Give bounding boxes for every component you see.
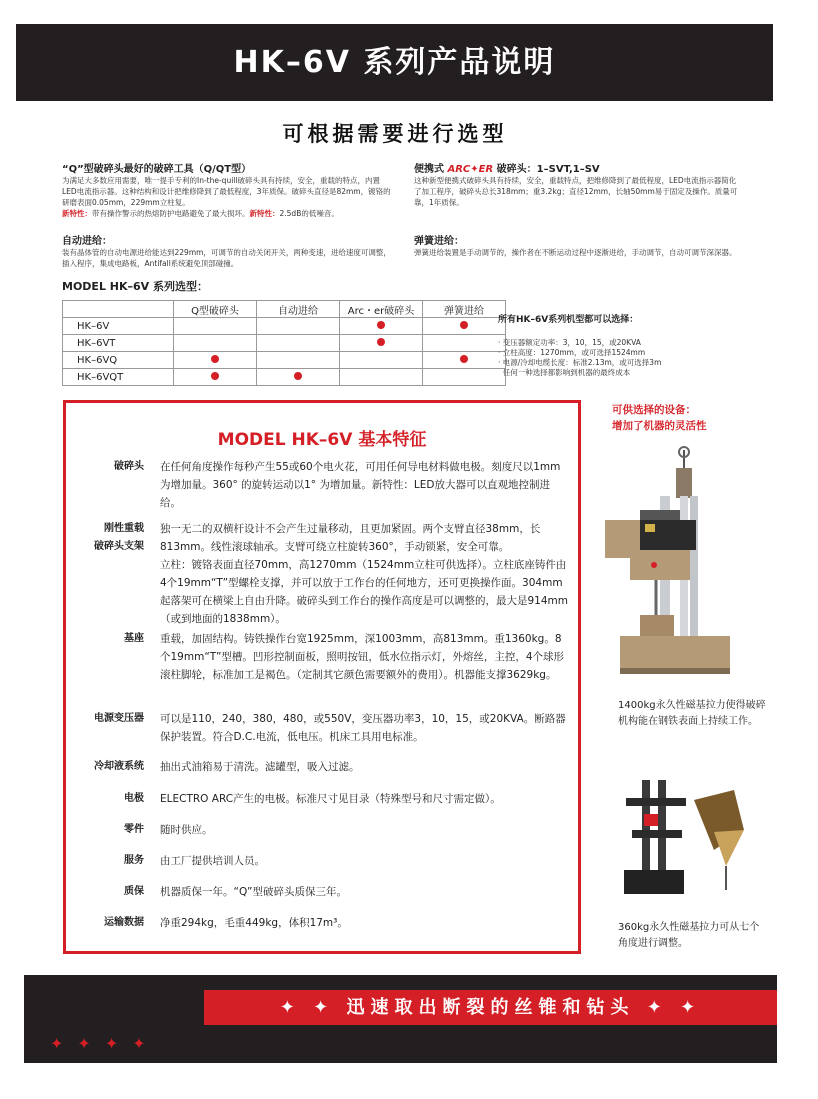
column-header: 自动进给 [257,301,340,318]
feature-label-warranty: 质保 [124,886,144,897]
new-feature-text: 带有操作警示的热熔防护电路避免了最大损坏。 [92,209,250,218]
option-dot [460,321,468,329]
option-cell [340,369,423,386]
q-head-body [62,175,392,219]
feature-text-electrode-head: 在任何角度操作每秒产生55或60个电火花，可用任何导电材料做电极。刻度尺以1mm为增加量。360° 的旋转运动以1° 为增加量。新特性：LED放大器可以直观地控制进给。 [160,461,561,509]
feature-text-warranty: 机器质保一年。“Q”型破碎头质保三年。 [160,886,347,898]
option-dot [377,321,385,329]
option-cell [423,352,506,369]
spring-feed-title: 弹簧进给： [414,236,464,247]
option-cell [340,318,423,335]
feature-label-support: 刚性重载 破碎头支架 [94,523,144,552]
feature-label-transformer: 电源变压器 [94,713,144,724]
arc-er-logo: ARC✦ER [447,164,494,175]
spring-feed-body: 弹簧进给装置是手动调节的，操作者在不断运动过程中逐渐进给，手动调节，自动可调节深深器。 [414,248,737,257]
new-feature-label-2: 新特性： [249,209,280,218]
list-item: · 变压器额定功率：3，10，15，或20KVA [498,338,641,347]
option-dot [294,372,302,380]
column-header: Arc・er破碎头 [340,301,423,318]
feature-label-electrode: 电极 [124,793,144,804]
auto-feed-section [62,232,392,269]
options-list [498,338,728,378]
option-cell [340,352,423,369]
portable-title [414,160,738,175]
option-dot [377,338,385,346]
option-cell [257,352,340,369]
table-corner [63,301,174,318]
model-name-cell: HK–6VQ [63,352,174,369]
options-heading: 所有HK–6V系列机型都可以选择： [498,315,639,325]
auto-feed-title: 自动进给： [62,236,112,247]
q-head-text: 为满足大多数应用需要，唯一提手专利的In-the-quill破碎头具有持续，安全，重载的特点，内置LED电流指示器。这种结构和设计把维修降到了最低程度，3年质保。破碎头直径是82mm，镀铬的研磨表面0.05mm，229mm立柱复。 [62,176,391,207]
feature-label-electrode-head: 破碎头 [114,461,144,472]
table-row [63,369,506,386]
portable-title-pre: 便携式 [414,164,444,175]
portable-title-post: 破碎头：1–SVT,1–SV [496,164,600,175]
footer-decoration: ✦✦✦✦ [50,1034,160,1053]
model-name-cell: HK–6V [63,318,174,335]
model-table-heading: MODEL HK–6V 系列选型： [62,280,209,293]
option-cell [423,335,506,352]
spring-feed-section [414,232,738,258]
feature-text-shipping: 净重294kg，毛重449kg，体积17m³。 [160,917,348,929]
q-head-title: “Q”型破碎头最好的破碎工具（Q/QT型） [62,164,252,175]
feature-label-shipping: 运输数据 [104,917,144,928]
page-title: HK–6V 系列产品说明 [233,45,556,80]
option-cell [174,318,257,335]
option-cell [174,369,257,386]
table-row [63,352,506,369]
option-dot [460,355,468,363]
portable-section [414,160,738,208]
feature-text-service: 由工厂提供培训人员。 [160,855,265,867]
feature-label-coolant: 冷却液系统 [94,761,144,772]
model-name-cell: HK–6VQT [63,369,174,386]
feature-text-electrode: ELECTRO ARC产生的电极。标准尺寸见目录（特殊型号和尺寸需定做）。 [160,793,501,805]
new-feature-text-2: 2.5dB的低噪音。 [279,209,339,218]
option-cell [257,335,340,352]
model-table [62,300,506,386]
option-cell [257,369,340,386]
portable-body: 这种新型便携式破碎头具有持续，安全，重载特点，把维修降到了最低程度，LED电流指示器简化了加工程序，破碎头总长318mm；重3.2kg；直径12mm，长轴50mm易于固定及操作。质量可靠，1年质保。 [414,176,738,207]
list-item: · 电源/冷却电缆长度：标准2.13m，或可选择3m [498,358,662,367]
footer-slogan: ✦ ✦ 迅速取出断裂的丝锥和钻头 ✦ ✦ [279,997,702,1018]
option-dot [211,372,219,380]
table-row [63,318,506,335]
column-header: Q型破碎头 [174,301,257,318]
caption-1400kg: 1400kg永久性磁基拉力使得破碎机构能在钢铁表面上持续工作。 [618,700,766,727]
option-cell [423,369,506,386]
option-cell [174,335,257,352]
feature-text-support: 独一无二的双横杆设计不会产生过量移动，且更加紧固。两个支臂直径38mm，长813mm。线性滚球轴承。支臂可绕立柱旋转360°，手动锁紧，安全可靠。 立柱：镀铬表面直径70mm，高1270mm（1524mm立柱可供选择）。立柱底座铸件由4个19mm“T”型螺栓支撑，并可以放于工作台的任何地方，还可更换操作面。304mm起落架可在横梁上自由升降。破碎头到工作台的操作高度是可以调整的，最大是914mm（或到地面的1838mm）。 [160,523,568,625]
table-header-row [63,301,506,318]
feature-text-coolant: 抽出式油箱易于清洗。滤罐型，吸入过滤。 [160,761,360,773]
option-cell [257,318,340,335]
feature-label-service: 服务 [124,855,144,866]
model-table-body [63,318,506,386]
subtitle: 可根据需要进行选型 [282,122,508,146]
model-name-cell: HK–6VT [63,335,174,352]
q-head-section [62,160,392,219]
list-item: 任何一种选择都影响到机器的最终成本 [498,368,631,377]
list-item: · 立柱高度：1270mm，或可选择1524mm [498,348,646,357]
option-cell [423,318,506,335]
feature-label-parts: 零件 [124,824,144,835]
feature-text-parts: 随时供应。 [160,824,213,836]
table-row [63,335,506,352]
magnetic-base-machine-image [600,440,780,690]
angle-magnet-machine-image [614,770,764,900]
auto-feed-body: 装有晶体管的自动电源进给能达到229mm，可调节的自动关闭开关，两种变速，进给速度可调整，插入程序，集成电路板，Antifall系统避免顶部碰撞。 [62,248,391,268]
option-cell [174,352,257,369]
caption-360kg: 360kg永久性磁基拉力可从七个角度进行调整。 [618,922,760,949]
option-cell [340,335,423,352]
optional-equipment-heading: 可供选择的设备： 增加了机器的灵活性 [612,404,707,432]
feature-text-transformer: 可以是110，240，380，480，或550V，变压器功率3，10，15，或20KVA。断路器保护装置。符合D.C.电流，低电压。机床工具用电标准。 [160,713,566,743]
feature-text-base: 重载，加固结构。铸铁操作台宽1925mm，深1003mm，高813mm。重1360kg。8个19mm“T”型槽。凹形控制面板，照明按钮，低水位指示灯，外熔丝，主控，4个球形滚柱脚轮，标准加工是褐色。（定制其它颜色需要额外的费用）。机器能支撑3629kg。 [160,633,565,681]
features-title: MODEL HK–6V 基本特征 [217,430,427,450]
feature-label-base: 基座 [124,633,144,644]
new-feature-label: 新特性： [62,209,92,218]
column-header: 弹簧进给 [423,301,506,318]
option-dot [211,355,219,363]
